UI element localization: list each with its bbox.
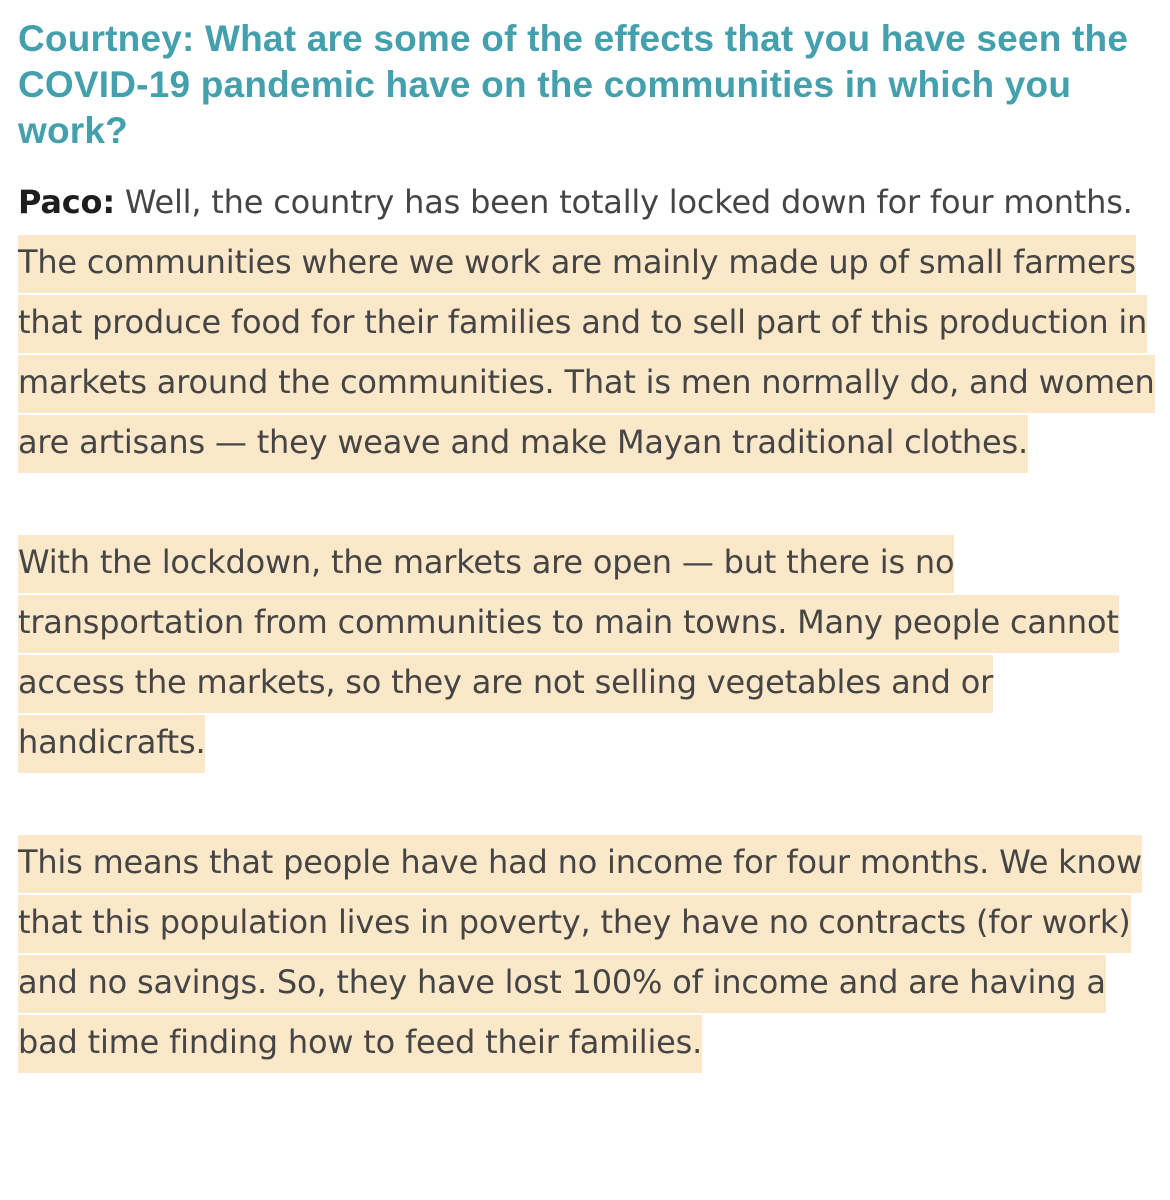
highlighted-paragraph-1: The communities where we work are mainly made up of small farmers that produce food for their families and to sell part of this production in markets around the communities. That is men normally do, and women are artisans — they weave and make Mayan traditional clothes. (18, 235, 1155, 473)
paragraph-gap (18, 772, 1158, 832)
answer-intro: Well, the country has been totally locked down for four months. (114, 183, 1133, 221)
interview-excerpt (18, 0, 1158, 1072)
interview-question: Courtney: What are some of the effects that you have seen the COVID-19 pandemic have on the communities in which you work? (18, 18, 1129, 151)
interview-answer (18, 172, 1158, 1072)
highlighted-paragraph-2: With the lockdown, the markets are open — but there is no transportation from communities to main towns. Many people cannot access the markets, so they are not selling vegetables and or handicrafts. (18, 535, 1119, 773)
paragraph-gap (18, 472, 1158, 532)
speaker-label: Paco: (18, 183, 115, 221)
highlighted-paragraph-3: This means that people have had no income for four months. We know that this population lives in poverty, they have no contracts (for work) and no savings. So, they have lost 100% of income and are having a bad time finding how to feed their families. (18, 835, 1142, 1073)
